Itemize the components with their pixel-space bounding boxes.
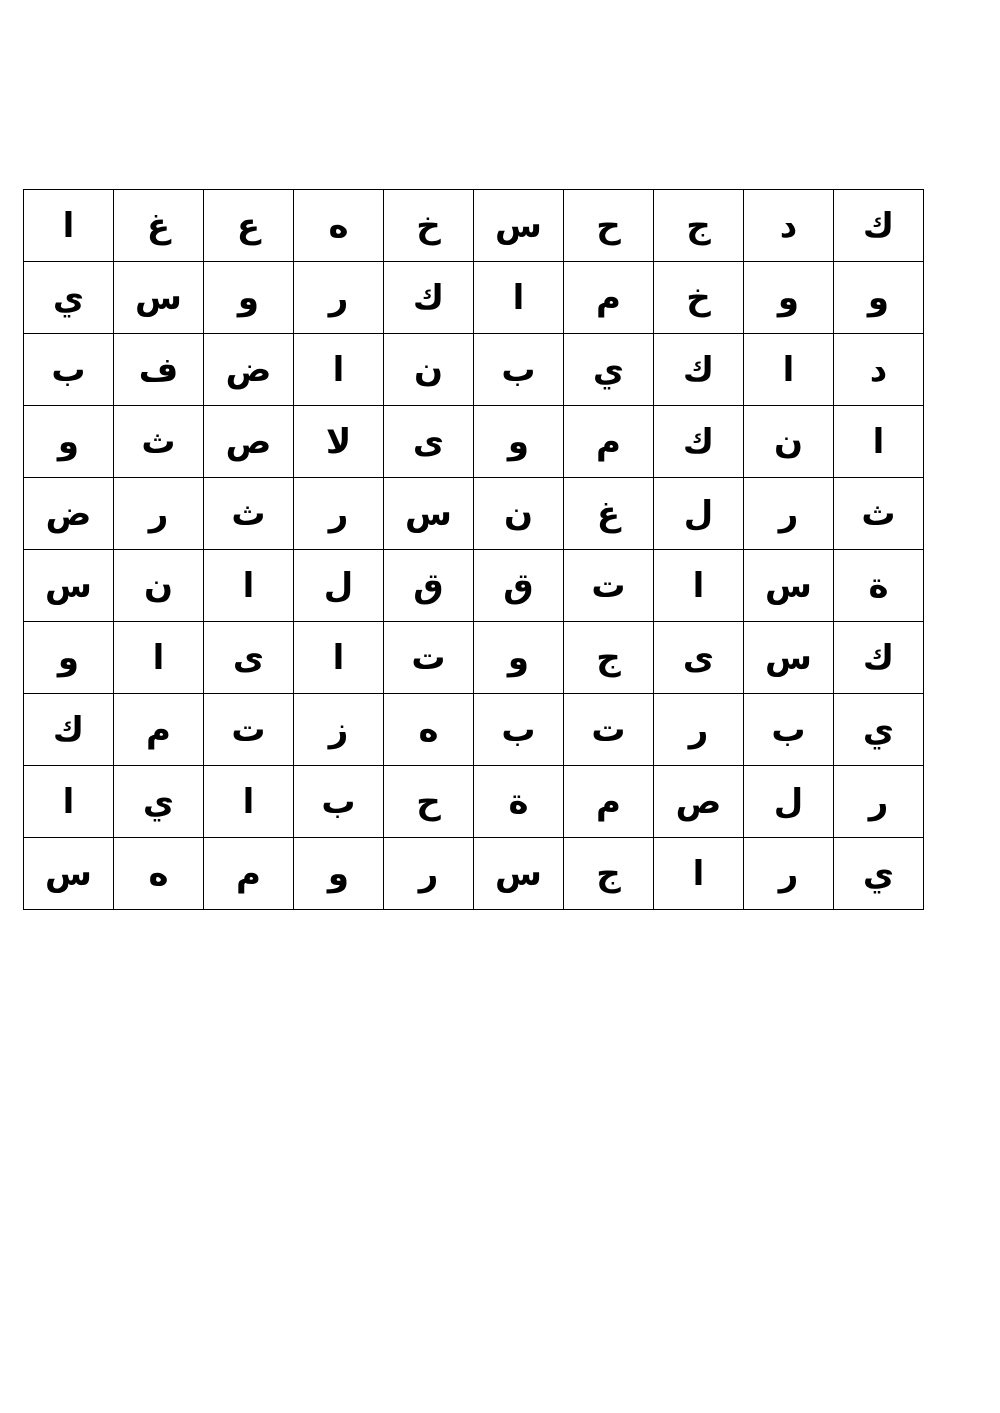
grid-cell-letter: غ <box>564 478 654 550</box>
grid-cell-letter: ر <box>294 262 384 334</box>
grid-cell-letter: ي <box>24 262 114 334</box>
grid-cell-letter: س <box>24 550 114 622</box>
grid-cell-letter: ث <box>114 406 204 478</box>
grid-cell-letter: ا <box>294 622 384 694</box>
grid-cell-letter: ج <box>654 190 744 262</box>
grid-cell-letter: ف <box>114 334 204 406</box>
grid-row <box>24 190 924 262</box>
grid-row <box>24 334 924 406</box>
grid-cell-letter: ن <box>744 406 834 478</box>
grid-cell-letter: ب <box>24 334 114 406</box>
grid-cell-letter: س <box>24 838 114 910</box>
grid-cell-letter: س <box>474 190 564 262</box>
grid-cell-letter: ق <box>474 550 564 622</box>
grid-cell-letter: و <box>24 622 114 694</box>
grid-cell-letter: ض <box>24 478 114 550</box>
grid-cell-letter: ن <box>474 478 564 550</box>
grid-cell-letter: ة <box>834 550 924 622</box>
grid-cell-letter: ز <box>294 694 384 766</box>
grid-cell-letter: ا <box>744 334 834 406</box>
grid-cell-letter: ي <box>564 334 654 406</box>
grid-cell-letter: ا <box>204 766 294 838</box>
grid-cell-letter: ى <box>654 622 744 694</box>
grid-cell-letter: ص <box>204 406 294 478</box>
grid-cell-letter: ر <box>294 478 384 550</box>
grid-cell-letter: ر <box>744 478 834 550</box>
grid-cell-letter: ل <box>654 478 744 550</box>
grid-cell-letter: ى <box>384 406 474 478</box>
grid-cell-letter: ك <box>24 694 114 766</box>
letter-grid <box>23 189 924 910</box>
grid-cell-letter: ة <box>474 766 564 838</box>
grid-cell-letter: ك <box>654 406 744 478</box>
grid-row <box>24 262 924 334</box>
grid-cell-letter: م <box>204 838 294 910</box>
grid-cell-letter: م <box>564 262 654 334</box>
grid-cell-letter: س <box>114 262 204 334</box>
grid-cell-letter: ض <box>204 334 294 406</box>
grid-cell-letter: و <box>834 262 924 334</box>
grid-cell-letter: ر <box>654 694 744 766</box>
grid-cell-letter: ق <box>384 550 474 622</box>
grid-cell-letter: ح <box>384 766 474 838</box>
grid-row <box>24 766 924 838</box>
grid-cell-letter: ر <box>834 766 924 838</box>
grid-cell-letter: خ <box>654 262 744 334</box>
grid-cell-letter: د <box>744 190 834 262</box>
grid-cell-letter: ت <box>564 550 654 622</box>
grid-cell-letter: و <box>474 622 564 694</box>
grid-cell-letter: ج <box>564 838 654 910</box>
grid-cell-letter: ا <box>294 334 384 406</box>
grid-cell-letter: ث <box>834 478 924 550</box>
grid-cell-letter: ج <box>564 622 654 694</box>
grid-cell-letter: ك <box>654 334 744 406</box>
grid-cell-letter: ع <box>204 190 294 262</box>
grid-row <box>24 478 924 550</box>
grid-cell-letter: ك <box>834 190 924 262</box>
grid-cell-letter: و <box>24 406 114 478</box>
grid-cell-letter: غ <box>114 190 204 262</box>
grid-cell-letter: ر <box>114 478 204 550</box>
grid-cell-letter: ص <box>654 766 744 838</box>
grid-cell-letter: د <box>834 334 924 406</box>
grid-cell-letter: ه <box>114 838 204 910</box>
grid-cell-letter: م <box>564 406 654 478</box>
grid-cell-letter: ا <box>24 190 114 262</box>
grid-cell-letter: ا <box>474 262 564 334</box>
grid-cell-letter: ب <box>474 334 564 406</box>
grid-cell-letter: س <box>384 478 474 550</box>
grid-row <box>24 550 924 622</box>
grid-cell-letter: ت <box>384 622 474 694</box>
grid-cell-letter: خ <box>384 190 474 262</box>
grid-cell-letter: س <box>474 838 564 910</box>
grid-cell-letter: ر <box>744 838 834 910</box>
grid-row <box>24 838 924 910</box>
grid-cell-letter: ك <box>834 622 924 694</box>
grid-cell-letter: ن <box>384 334 474 406</box>
grid-cell-letter: ه <box>294 190 384 262</box>
grid-cell-letter: ا <box>114 622 204 694</box>
grid-cell-letter: ب <box>474 694 564 766</box>
grid-cell-letter: و <box>204 262 294 334</box>
grid-cell-letter: لا <box>294 406 384 478</box>
grid-cell-letter: ى <box>204 622 294 694</box>
grid-cell-letter: ك <box>384 262 474 334</box>
grid-cell-letter: ب <box>294 766 384 838</box>
grid-cell-letter: ا <box>654 838 744 910</box>
grid-cell-letter: ه <box>384 694 474 766</box>
grid-cell-letter: ا <box>24 766 114 838</box>
grid-cell-letter: ي <box>114 766 204 838</box>
letter-grid-body <box>24 190 924 910</box>
grid-cell-letter: ي <box>834 838 924 910</box>
grid-cell-letter: و <box>744 262 834 334</box>
grid-cell-letter: ا <box>834 406 924 478</box>
grid-row <box>24 694 924 766</box>
grid-cell-letter: ت <box>564 694 654 766</box>
grid-cell-letter: ا <box>204 550 294 622</box>
grid-cell-letter: ن <box>114 550 204 622</box>
grid-cell-letter: و <box>474 406 564 478</box>
grid-cell-letter: ب <box>744 694 834 766</box>
grid-cell-letter: م <box>114 694 204 766</box>
grid-cell-letter: ر <box>384 838 474 910</box>
grid-cell-letter: ا <box>654 550 744 622</box>
grid-cell-letter: ح <box>564 190 654 262</box>
grid-cell-letter: م <box>564 766 654 838</box>
grid-cell-letter: ي <box>834 694 924 766</box>
grid-cell-letter: ل <box>744 766 834 838</box>
grid-cell-letter: ث <box>204 478 294 550</box>
grid-cell-letter: س <box>744 622 834 694</box>
grid-cell-letter: و <box>294 838 384 910</box>
grid-cell-letter: ت <box>204 694 294 766</box>
grid-row <box>24 406 924 478</box>
grid-cell-letter: ل <box>294 550 384 622</box>
grid-row <box>24 622 924 694</box>
grid-cell-letter: س <box>744 550 834 622</box>
